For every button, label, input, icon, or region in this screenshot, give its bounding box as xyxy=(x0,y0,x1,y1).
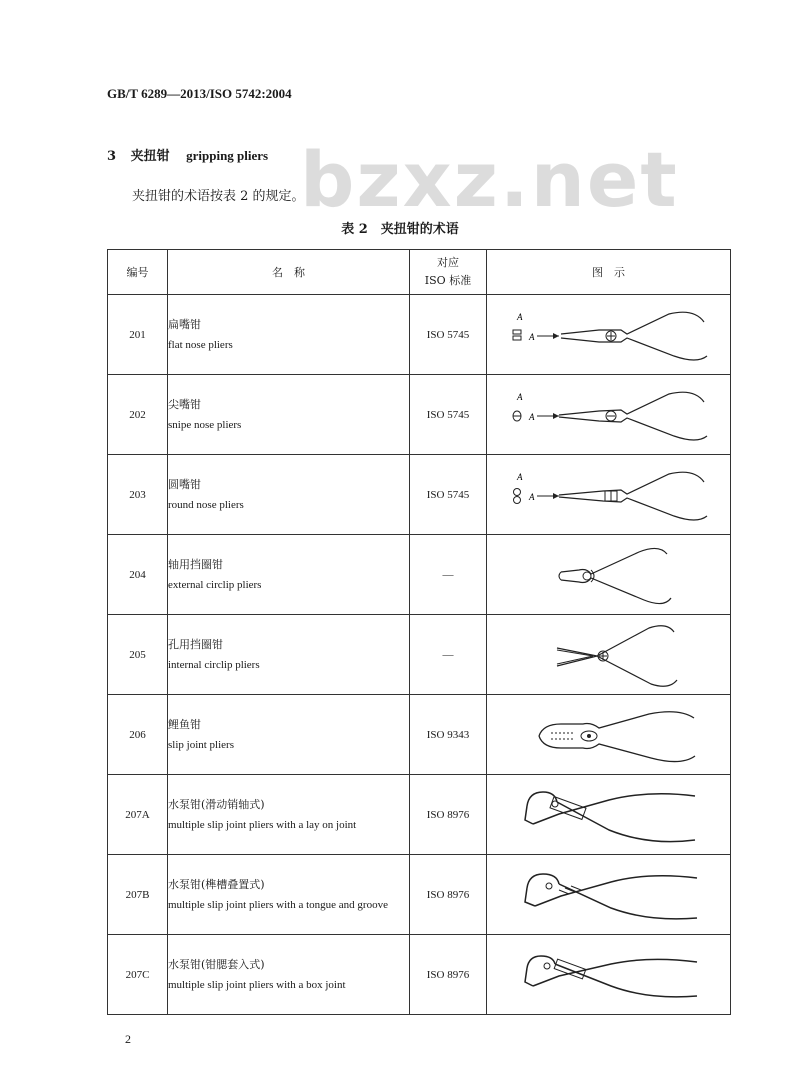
row-iso-ref: ISO 9343 xyxy=(410,695,487,775)
name-cn: 扁嘴钳 xyxy=(168,317,201,331)
row-figure xyxy=(487,935,731,1015)
header-name: 名 称 xyxy=(168,250,410,295)
table-row xyxy=(108,455,731,535)
row-code: 205 xyxy=(108,615,168,695)
section-heading xyxy=(107,145,268,164)
header-ref-line2: ISO 标准 xyxy=(424,274,472,287)
section-arrow-label: A xyxy=(528,411,534,422)
table-row xyxy=(108,855,731,935)
table-row xyxy=(108,775,731,855)
row-figure xyxy=(487,855,731,935)
header-iso-ref xyxy=(410,250,487,295)
row-code: 207C xyxy=(108,935,168,1015)
round-nose-pliers-icon xyxy=(499,460,719,530)
row-name xyxy=(168,935,410,1015)
row-iso-ref: ISO 8976 xyxy=(410,935,487,1015)
slip-joint-pliers-icon xyxy=(499,700,719,770)
table-row xyxy=(108,375,731,455)
row-name xyxy=(168,775,410,855)
table-row xyxy=(108,695,731,775)
table-row xyxy=(108,295,731,375)
header-ref-line1: 对应 xyxy=(437,256,459,269)
name-cn: 尖嘴钳 xyxy=(168,397,201,411)
flat-nose-pliers-icon xyxy=(499,300,719,370)
section-arrow-label: A xyxy=(528,331,534,342)
table-row xyxy=(108,615,731,695)
name-cn: 轴用挡圈钳 xyxy=(168,557,223,571)
row-figure xyxy=(487,695,731,775)
row-figure xyxy=(487,295,731,375)
name-en: multiple slip joint pliers with a box joint xyxy=(168,978,346,991)
row-figure xyxy=(487,775,731,855)
row-figure xyxy=(487,615,731,695)
header-code: 编号 xyxy=(108,250,168,295)
lay-on-joint-pliers-icon xyxy=(499,780,719,850)
row-code: 203 xyxy=(108,455,168,535)
section-title-cn: 夹扭钳 xyxy=(130,149,170,164)
row-figure xyxy=(487,455,731,535)
name-cn: 鲤鱼钳 xyxy=(168,717,201,731)
name-en: multiple slip joint pliers with a lay on joint xyxy=(168,818,357,831)
row-name xyxy=(168,375,410,455)
row-code: 207B xyxy=(108,855,168,935)
row-name xyxy=(168,455,410,535)
row-figure xyxy=(487,375,731,455)
section-number: 3 xyxy=(107,149,117,164)
name-cn: 水泵钳(滑动销轴式) xyxy=(168,797,265,811)
section-arrow-label: A xyxy=(528,491,534,502)
tongue-and-groove-pliers-icon xyxy=(499,860,719,930)
section-label: A xyxy=(516,391,522,402)
row-name xyxy=(168,695,410,775)
row-name xyxy=(168,615,410,695)
row-name xyxy=(168,295,410,375)
table-row xyxy=(108,935,731,1015)
name-cn: 水泵钳(钳腮套入式) xyxy=(168,957,265,971)
terms-table xyxy=(107,249,731,1015)
name-en: external circlip pliers xyxy=(168,578,262,591)
internal-circlip-pliers-icon xyxy=(499,620,719,690)
name-en: slip joint pliers xyxy=(168,738,234,751)
name-en: round nose pliers xyxy=(168,498,244,511)
row-code: 202 xyxy=(108,375,168,455)
section-label: A xyxy=(516,471,522,482)
page-number: 2 xyxy=(125,1032,131,1046)
table-row xyxy=(108,535,731,615)
row-code: 206 xyxy=(108,695,168,775)
snipe-nose-pliers-icon xyxy=(499,380,719,450)
table-header-row xyxy=(108,250,731,295)
row-iso-ref: ISO 8976 xyxy=(410,855,487,935)
row-code: 204 xyxy=(108,535,168,615)
row-iso-ref: ISO 5745 xyxy=(410,295,487,375)
row-name xyxy=(168,535,410,615)
name-cn: 圆嘴钳 xyxy=(168,477,201,491)
intro-text: 夹扭钳的术语按表 2 的规定。 xyxy=(132,189,305,204)
standard-header: GB/T 6289—2013/ISO 5742:2004 xyxy=(107,86,292,101)
name-en: flat nose pliers xyxy=(168,338,233,351)
row-figure xyxy=(487,535,731,615)
row-iso-ref: — xyxy=(410,615,487,695)
external-circlip-pliers-icon xyxy=(499,540,719,610)
row-code: 201 xyxy=(108,295,168,375)
name-cn: 孔用挡圈钳 xyxy=(168,637,223,651)
header-figure: 图 示 xyxy=(487,250,731,295)
name-en: internal circlip pliers xyxy=(168,658,260,671)
table-caption: 表 2 夹扭钳的术语 xyxy=(341,222,459,237)
row-name xyxy=(168,855,410,935)
row-iso-ref: ISO 5745 xyxy=(410,375,487,455)
name-en: multiple slip joint pliers with a tongue and groove xyxy=(168,898,388,911)
watermark: bzxz.net xyxy=(300,135,679,224)
section-title-en: gripping pliers xyxy=(186,148,269,163)
section-label: A xyxy=(516,311,522,322)
row-code: 207A xyxy=(108,775,168,855)
box-joint-pliers-icon xyxy=(499,940,719,1010)
row-iso-ref: ISO 5745 xyxy=(410,455,487,535)
name-en: snipe nose pliers xyxy=(168,418,242,431)
name-cn: 水泵钳(榫槽叠置式) xyxy=(168,877,265,891)
row-iso-ref: ISO 8976 xyxy=(410,775,487,855)
row-iso-ref: — xyxy=(410,535,487,615)
